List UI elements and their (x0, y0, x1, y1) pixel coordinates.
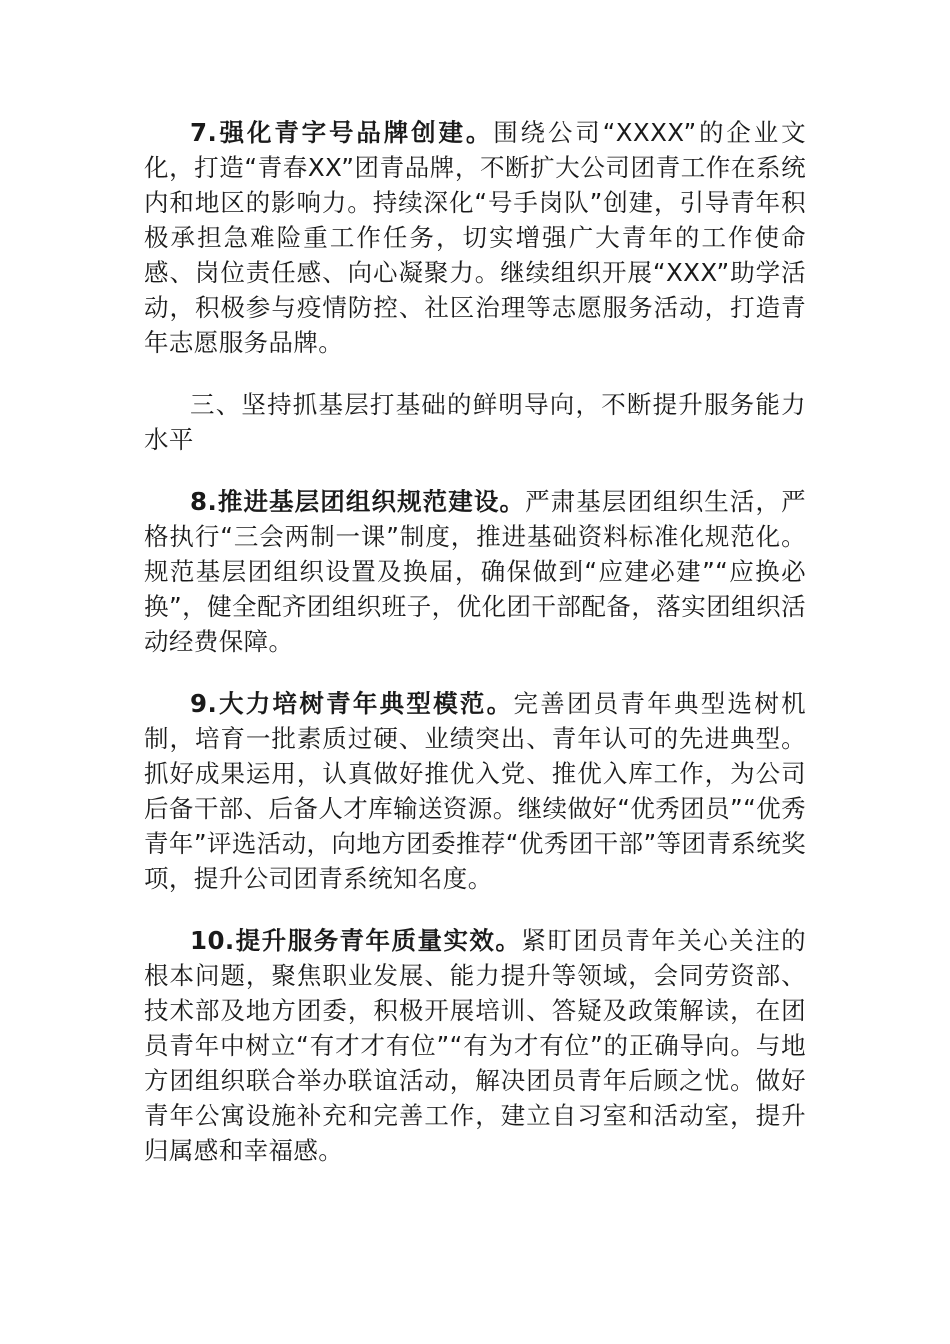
paragraph-item-8 (144, 484, 806, 659)
paragraph-heading: 9.大力培树青年典型模范。 (190, 689, 514, 718)
paragraph-heading: 8.推进基层团组织规范建设。 (190, 487, 526, 516)
paragraph-item-9 (144, 686, 806, 896)
paragraph-heading: 10.提升服务青年质量实效。 (190, 926, 522, 955)
paragraph-item-10 (144, 923, 806, 1168)
paragraph-heading: 7.强化青字号品牌创建。 (190, 118, 494, 147)
section-heading-text: 三、坚持抓基层打基础的鲜明导向，不断提升服务能力水平 (144, 390, 806, 454)
paragraph-item-7 (144, 115, 806, 360)
paragraph-text: 紧盯团员青年关心关注的根本问题，聚焦职业发展、能力提升等领域，会同劳资部、技术部及地方团委，积极开展培训、答疑及政策解读，在团员青年中树立“有才才有位”“有为才有位”的正确导向。与地方团组织联合举办联谊活动，解决团员青年后顾之忧。做好青年公寓设施补充和完善工作，建立自习室和活动室，提升归属感和幸福感。 (144, 926, 806, 1165)
document-body (144, 115, 806, 1195)
paragraph-text: 围绕公司“XXXX”的企业文化，打造“青春XX”团青品牌，不断扩大公司团青工作在系统内和地区的影响力。持续深化“号手岗队”创建，引导青年积极承担急难险重工作任务，切实增强广大青年的工作使命感、岗位责任感、向心凝聚力。继续组织开展“XXX”助学活动，积极参与疫情防控、社区治理等志愿服务活动，打造青年志愿服务品牌。 (144, 118, 806, 357)
section-heading-3 (144, 387, 806, 457)
paragraph-text: 严肃基层团组织生活，严格执行“三会两制一课”制度，推进基础资料标准化规范化。规范基层团组织设置及换届，确保做到“应建必建”“应换必换”，健全配齐团组织班子，优化团干部配备，落实团组织活动经费保障。 (144, 487, 806, 656)
paragraph-text: 完善团员青年典型选树机制，培育一批素质过硬、业绩突出、青年认可的先进典型。抓好成果运用，认真做好推优入党、推优入库工作，为公司后备干部、后备人才库输送资源。继续做好“优秀团员”“优秀青年”评选活动，向地方团委推荐“优秀团干部”等团青系统奖项，提升公司团青系统知名度。 (144, 689, 806, 893)
